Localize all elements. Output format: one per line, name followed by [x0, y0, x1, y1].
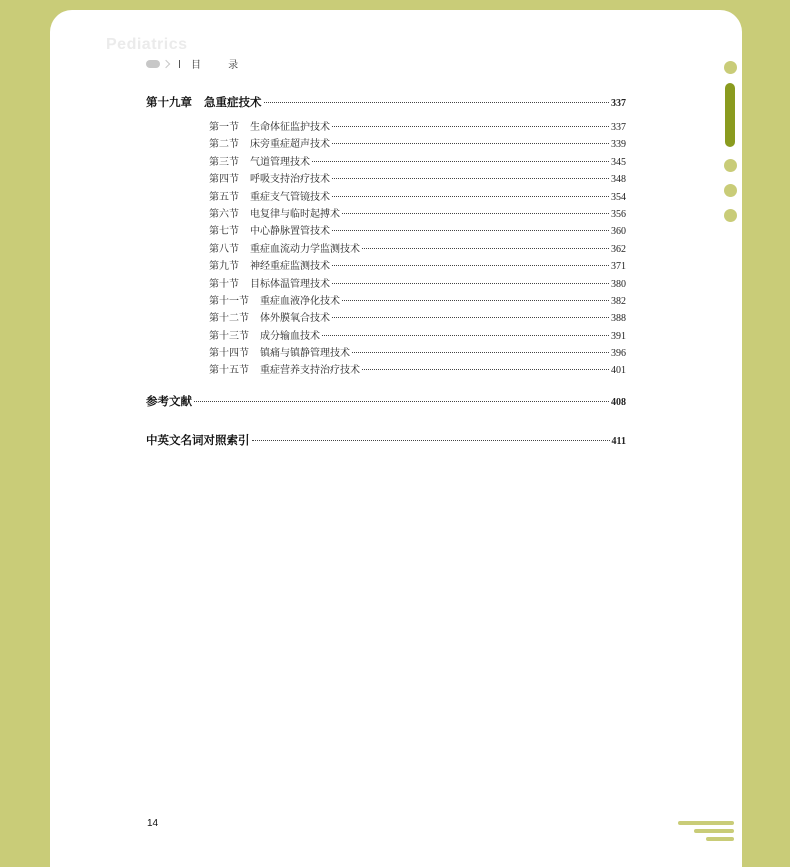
toc-section[interactable] — [146, 361, 626, 378]
section-page: 348 — [611, 174, 626, 186]
section-title: 中心静脉置管技术 — [250, 226, 330, 238]
dot-leader — [194, 401, 609, 402]
toc-section[interactable] — [146, 344, 626, 361]
toc-section[interactable] — [146, 222, 626, 239]
section-title: 气道管理技术 — [250, 156, 310, 168]
section-number: 第九节 — [209, 261, 239, 273]
header-title: 目 录 — [191, 60, 251, 71]
toc-references[interactable] — [146, 393, 626, 413]
section-number: 第四节 — [209, 174, 239, 186]
toc-section[interactable] — [146, 118, 626, 135]
toc-section-list — [146, 118, 626, 379]
section-page: 356 — [611, 208, 626, 220]
decor-stripe — [706, 837, 734, 841]
nav-dot[interactable] — [724, 61, 737, 74]
section-number: 第十二节 — [209, 313, 249, 325]
section-page: 337 — [611, 122, 626, 133]
section-title: 生命体征监护技术 — [250, 122, 330, 133]
section-number: 第一节 — [209, 122, 239, 133]
decor-stripe — [694, 829, 734, 833]
dot-leader — [332, 230, 609, 231]
dot-leader — [332, 143, 609, 144]
table-of-contents — [146, 94, 626, 452]
chevron-right-icon — [162, 59, 170, 67]
toc-section[interactable] — [146, 170, 626, 187]
section-page: 354 — [611, 191, 626, 203]
section-page: 360 — [611, 226, 626, 238]
toc-section[interactable] — [146, 240, 626, 257]
section-page: 380 — [611, 278, 626, 290]
section-number: 第六节 — [209, 208, 239, 220]
section-title: 体外膜氧合技术 — [260, 313, 330, 325]
references-title: 参考文献 — [146, 393, 192, 408]
section-number: 第三节 — [209, 156, 239, 168]
dot-leader — [332, 178, 609, 179]
section-page: 345 — [611, 156, 626, 168]
chapter-title: 急重症技术 — [204, 95, 262, 109]
section-page: 401 — [611, 365, 626, 377]
section-number: 第十节 — [209, 278, 239, 290]
toc-section[interactable] — [146, 153, 626, 170]
dot-leader — [332, 126, 609, 127]
decor-stripe — [678, 821, 734, 825]
index-page: 411 — [611, 435, 626, 447]
toc-section[interactable] — [146, 205, 626, 222]
section-number: 第十三节 — [209, 330, 249, 342]
references-page: 408 — [611, 396, 626, 408]
nav-dot[interactable] — [724, 209, 737, 222]
section-number: 第十一节 — [209, 295, 249, 307]
page-number: 14 — [147, 818, 159, 829]
section-title: 目标体温管理技术 — [250, 278, 330, 290]
section-page: 371 — [611, 261, 626, 273]
section-title: 神经重症监测技术 — [250, 261, 330, 273]
nav-dot[interactable] — [724, 184, 737, 197]
section-title: 电复律与临时起搏术 — [250, 208, 340, 220]
book-page — [50, 10, 742, 867]
section-number: 第十四节 — [209, 348, 249, 360]
dot-leader — [264, 102, 610, 103]
dot-leader — [332, 283, 609, 284]
section-page: 391 — [611, 330, 626, 342]
dot-leader — [362, 248, 609, 249]
header-divider — [179, 60, 180, 68]
section-page: 388 — [611, 313, 626, 325]
toc-section[interactable] — [146, 292, 626, 309]
section-title: 成分输血技术 — [260, 330, 320, 342]
dot-leader — [252, 440, 610, 441]
chapter-number: 第十九章 — [146, 95, 192, 109]
toc-section[interactable] — [146, 135, 626, 152]
chapter-page: 337 — [611, 98, 626, 109]
toc-index[interactable] — [146, 432, 626, 452]
nav-dot[interactable] — [724, 159, 737, 172]
section-page: 382 — [611, 295, 626, 307]
section-title: 镇痛与镇静管理技术 — [260, 348, 350, 360]
toc-section[interactable] — [146, 257, 626, 274]
dot-leader — [332, 317, 609, 318]
section-title: 床旁重症超声技术 — [250, 139, 330, 151]
dot-leader — [342, 300, 609, 301]
nav-active-bar[interactable] — [725, 83, 735, 147]
running-header — [146, 56, 250, 71]
section-number: 第十五节 — [209, 365, 249, 377]
dot-leader — [332, 265, 609, 266]
section-number: 第五节 — [209, 191, 239, 203]
toc-chapter[interactable] — [146, 94, 626, 114]
section-title: 呼吸支持治疗技术 — [250, 174, 330, 186]
dot-leader — [362, 369, 609, 370]
section-page: 362 — [611, 243, 626, 255]
header-pill-icon — [146, 60, 160, 68]
dot-leader — [342, 213, 609, 214]
section-page: 339 — [611, 139, 626, 151]
section-title: 重症血液净化技术 — [260, 295, 340, 307]
dot-leader — [322, 335, 609, 336]
toc-section[interactable] — [146, 309, 626, 326]
section-page: 396 — [611, 348, 626, 360]
section-number: 第七节 — [209, 226, 239, 238]
toc-section[interactable] — [146, 327, 626, 344]
section-title: 重症血流动力学监测技术 — [250, 243, 360, 255]
section-title: 重症支气管镜技术 — [250, 191, 330, 203]
section-number: 第八节 — [209, 243, 239, 255]
toc-section[interactable] — [146, 275, 626, 292]
index-title: 中英文名词对照索引 — [146, 432, 250, 447]
dot-leader — [332, 196, 609, 197]
section-title: 重症营养支持治疗技术 — [260, 365, 360, 377]
toc-section[interactable] — [146, 188, 626, 205]
dot-leader — [312, 161, 609, 162]
section-number: 第二节 — [209, 139, 239, 151]
header-watermark: Pediatrics — [106, 36, 188, 53]
dot-leader — [352, 352, 609, 353]
